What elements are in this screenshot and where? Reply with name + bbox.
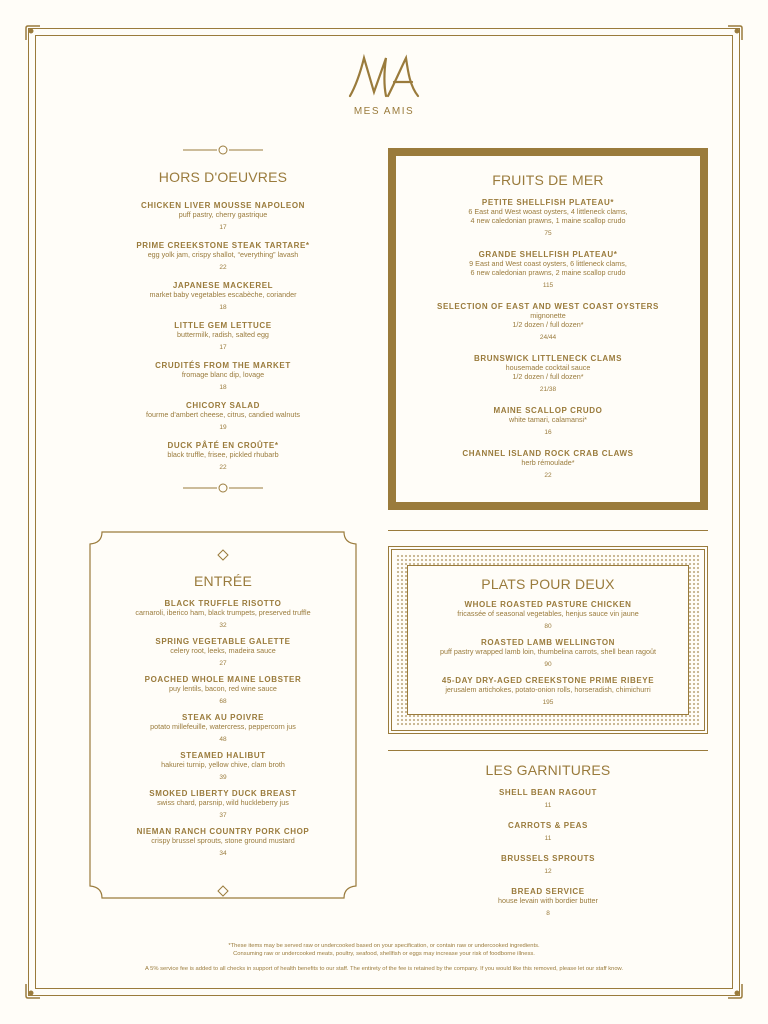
item-name: 45-DAY DRY-AGED CREEKSTONE PRIME RIBEYE xyxy=(441,676,655,685)
item-desc: hakurei turnip, yellow chive, clam broth xyxy=(161,760,285,769)
item-price: 115 xyxy=(542,282,554,289)
item-name: STEAMED HALIBUT xyxy=(180,751,266,760)
plats-pour-deux-section xyxy=(388,546,708,734)
item-name: BRUNSWICK LITTLENECK CLAMS xyxy=(473,354,623,363)
item-price: 18 xyxy=(219,384,227,391)
menu-item xyxy=(396,198,700,237)
menu-item xyxy=(408,638,688,668)
menu-item xyxy=(88,675,358,705)
item-name: SHELL BEAN RAGOUT xyxy=(498,788,598,797)
item-price: 68 xyxy=(219,698,227,705)
item-name: PRIME CREEKSTONE STEAK TARTARE* xyxy=(136,241,310,250)
divider-ornament-icon xyxy=(183,145,263,155)
item-desc: swiss chard, parsnip, wild huckleberry jus xyxy=(157,798,289,807)
diamond-ornament-icon xyxy=(217,885,229,897)
item-price: 22 xyxy=(219,264,227,271)
item-name: STEAK AU POIVRE xyxy=(181,713,265,722)
menu-item xyxy=(388,887,708,917)
menu-item xyxy=(388,788,708,809)
menu-item xyxy=(396,250,700,289)
item-price: 90 xyxy=(544,661,552,668)
entree-section xyxy=(88,531,358,899)
divider-line xyxy=(388,750,708,751)
menu-item xyxy=(388,854,708,875)
item-price: 39 xyxy=(219,774,227,781)
item-price: 22 xyxy=(544,472,552,479)
section-title-plats-pour-deux: PLATS POUR DEUX xyxy=(481,576,615,592)
item-name: POACHED WHOLE MAINE LOBSTER xyxy=(144,675,302,684)
item-desc: mignonette 1/2 dozen / full dozen* xyxy=(512,311,584,329)
section-title-hors-doeuvres: HORS D'OEUVRES xyxy=(158,169,288,185)
menu-item xyxy=(108,401,338,431)
item-desc: black truffle, frisee, pickled rhubarb xyxy=(167,450,279,459)
item-desc: herb rémoulade* xyxy=(521,458,575,467)
item-price: 21/38 xyxy=(539,386,557,393)
item-name: NIEMAN RANCH COUNTRY PORK CHOP xyxy=(136,827,310,836)
item-desc: market baby vegetables escabèche, coriander xyxy=(149,290,297,299)
item-price: 16 xyxy=(544,429,552,436)
item-price: 75 xyxy=(544,230,552,237)
item-desc: jerusalem artichokes, potato-onion rolls, horseradish, chimichurri xyxy=(445,685,651,694)
menu-item xyxy=(88,789,358,819)
corner-ornament-icon xyxy=(726,982,744,1000)
brand-name: MES AMIS xyxy=(353,106,415,117)
item-desc: house levain with bordier butter xyxy=(498,896,598,905)
item-price: 195 xyxy=(542,699,554,706)
item-name: BREAD SERVICE xyxy=(511,887,585,896)
item-desc: puy lentils, bacon, red wine sauce xyxy=(169,684,277,693)
item-name: SELECTION OF EAST AND WEST COAST OYSTERS xyxy=(437,302,659,311)
corner-ornament-icon xyxy=(24,24,42,42)
logo xyxy=(0,52,768,117)
menu-item xyxy=(88,713,358,743)
item-desc: egg yolk jam, crispy shallot, “everything” lavash xyxy=(147,250,299,259)
section-title-garnitures: LES GARNITURES xyxy=(485,762,611,778)
raw-food-disclaimer xyxy=(60,942,708,958)
item-name: SPRING VEGETABLE GALETTE xyxy=(155,637,291,646)
item-desc: carnaroli, iberico ham, black trumpets, preserved truffle xyxy=(135,608,311,617)
item-name: BRUSSELS SPROUTS xyxy=(500,854,596,863)
item-desc: 6 East and West woast oysters, 4 littleneck clams, 4 new caledonian prawns, 1 maine scallop crudo xyxy=(468,207,628,225)
item-price: 37 xyxy=(219,812,227,819)
item-desc: fromage blanc dip, lovage xyxy=(181,370,265,379)
item-name: CRUDITÉS FROM THE MARKET xyxy=(155,361,291,370)
hors-doeuvres-section xyxy=(108,145,338,493)
divider-line xyxy=(388,530,708,531)
item-price: 32 xyxy=(219,622,227,629)
item-price: 17 xyxy=(219,344,227,351)
divider-ornament-icon xyxy=(183,483,263,493)
menu-item xyxy=(396,354,700,393)
menu-item xyxy=(108,321,338,351)
item-name: CHICORY SALAD xyxy=(185,401,261,410)
item-price: 24/44 xyxy=(539,334,557,341)
menu-item xyxy=(396,449,700,479)
item-price: 19 xyxy=(219,424,227,431)
menu-item xyxy=(108,281,338,311)
item-desc: white tamari, calamansi* xyxy=(509,415,587,424)
menu-item xyxy=(108,201,338,231)
item-price: 18 xyxy=(219,304,227,311)
menu-item xyxy=(388,821,708,842)
item-desc: housemade cocktail sauce 1/2 dozen / full dozen* xyxy=(505,363,591,381)
footnote-line: *These items may be served raw or undercooked based on your specification, or contain raw or undercooked ingredients. xyxy=(228,943,540,949)
item-desc: fricassée of seasonal vegetables, henjus sauce vin jaune xyxy=(457,609,639,618)
item-name: PETITE SHELLFISH PLATEAU* xyxy=(481,198,615,207)
item-desc: buttermilk, radish, salted egg xyxy=(177,330,269,339)
item-price: 12 xyxy=(544,868,552,875)
menu-item xyxy=(88,637,358,667)
item-name: MAINE SCALLOP CRUDO xyxy=(493,406,603,415)
item-price: 80 xyxy=(544,623,552,630)
fruits-de-mer-section xyxy=(388,148,708,510)
item-name: SMOKED LIBERTY DUCK BREAST xyxy=(149,789,297,798)
item-price: 27 xyxy=(219,660,227,667)
menu-item xyxy=(408,600,688,630)
menu-item xyxy=(88,827,358,857)
item-name: JAPANESE MACKEREL xyxy=(172,281,274,290)
item-price: 22 xyxy=(219,464,227,471)
item-price: 11 xyxy=(544,802,552,809)
item-name: GRANDE SHELLFISH PLATEAU* xyxy=(478,250,618,259)
item-desc: puff pastry wrapped lamb loin, thumbelina carrots, shell bean ragoût xyxy=(439,647,656,656)
section-title-fruits-de-mer: FRUITS DE MER xyxy=(492,172,604,188)
menu-item xyxy=(408,676,688,706)
item-desc: crispy brussel sprouts, stone ground mustard xyxy=(151,836,295,845)
item-name: WHOLE ROASTED PASTURE CHICKEN xyxy=(464,600,632,609)
item-name: CHICKEN LIVER MOUSSE NAPOLEON xyxy=(140,201,306,210)
item-price: 48 xyxy=(219,736,227,743)
menu-item xyxy=(108,241,338,271)
garnitures-section xyxy=(388,762,708,929)
lace-border-pattern xyxy=(396,554,700,726)
item-name: CARROTS & PEAS xyxy=(508,821,588,830)
menu-item xyxy=(396,302,700,341)
item-desc: fourme d'ambert cheese, citrus, candied walnuts xyxy=(146,410,300,419)
item-name: CHANNEL ISLAND ROCK CRAB CLAWS xyxy=(462,449,634,458)
item-desc: potato millefeuille, watercress, peppercorn jus xyxy=(150,722,296,731)
corner-ornament-icon xyxy=(726,24,744,42)
item-name: BLACK TRUFFLE RISOTTO xyxy=(164,599,282,608)
item-name: LITTLE GEM LETTUCE xyxy=(174,321,272,330)
item-desc: celery root, leeks, madeira sauce xyxy=(170,646,276,655)
service-fee-note: A 5% service fee is added to all checks in support of health benefits to our staff. The entirety of the fee is retained by the company. If you would like this removed, please let our staff know. xyxy=(144,966,624,972)
section-title-entree: ENTRÉE xyxy=(194,573,252,589)
menu-item xyxy=(108,361,338,391)
menu-item xyxy=(88,751,358,781)
diamond-ornament-icon xyxy=(217,549,229,561)
corner-ornament-icon xyxy=(24,982,42,1000)
item-price: 34 xyxy=(219,850,227,857)
item-name: DUCK PÂTÉ EN CROÛTE* xyxy=(167,441,279,450)
ma-monogram-icon xyxy=(344,52,424,104)
item-price: 17 xyxy=(219,224,227,231)
menu-item xyxy=(108,441,338,471)
footnote-line: Consuming raw or undercooked meats, poultry, seafood, shellfish or eggs may increase your risk of foodborne illness. xyxy=(233,951,535,957)
menu-item xyxy=(88,599,358,629)
item-price: 8 xyxy=(546,910,550,917)
item-desc: puff pastry, cherry gastrique xyxy=(178,210,268,219)
menu-item xyxy=(396,406,700,436)
item-name: ROASTED LAMB WELLINGTON xyxy=(480,638,616,647)
item-desc: 9 East and West coast oysters, 6 littleneck clams, 6 new caledonian prawns, 2 maine scallop crudo xyxy=(469,259,627,277)
item-price: 11 xyxy=(544,835,552,842)
